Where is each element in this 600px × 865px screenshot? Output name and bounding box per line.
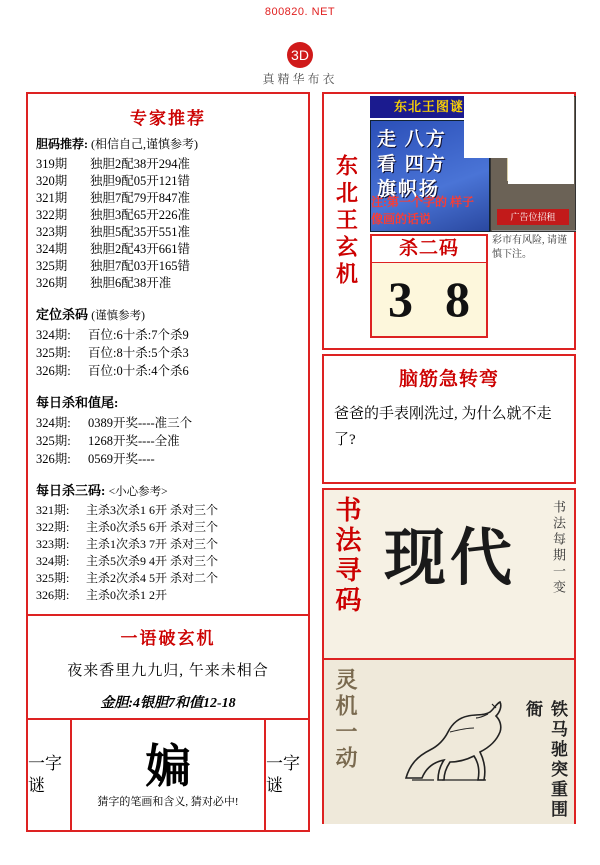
xuanji-gold: 金胆:4银胆7和值12-18 [100, 696, 236, 711]
row-text: 百位:6十杀:7个杀9 [88, 328, 189, 342]
list-item [36, 173, 300, 190]
riddle-note: 猜字的笔画和含义, 猜对必中! [97, 796, 239, 808]
row-period: 324期 [36, 242, 68, 256]
row-text: 独胆2配43开661错 [90, 242, 191, 256]
row-text: 0389开奖----准三个 [88, 416, 193, 430]
row-period: 324期: [36, 416, 71, 430]
row-period: 326期: [36, 364, 71, 378]
list-item [36, 156, 300, 173]
row-text: 主杀1次杀3 7开 杀对三个 [86, 537, 219, 551]
calligraphy-characters: 现代 [384, 525, 517, 593]
masthead-logo [0, 42, 600, 87]
row-text: 独胆6配38开准 [90, 276, 172, 290]
row-text: 主杀0次杀1 2开 [86, 588, 168, 602]
expert-subline [36, 135, 300, 152]
digit-1: 3 [388, 271, 413, 327]
digit-2: 8 [445, 271, 470, 327]
row-period: 322期 [36, 208, 68, 222]
three-rows [36, 502, 300, 604]
xuanji-block [36, 624, 300, 712]
row-text: 主杀5次杀9 4开 杀对三个 [86, 554, 219, 568]
row-text: 独胆7配79开847准 [90, 191, 191, 205]
list-item [36, 362, 300, 380]
row-text: 0569开奖---- [88, 452, 155, 466]
kill-note: (谨慎参考) [91, 310, 145, 322]
dongbeiwang-vertical-title [324, 94, 368, 348]
masthead-caption: 真精华布衣 [262, 72, 338, 86]
daily-rows [36, 414, 300, 468]
list-item [36, 450, 300, 468]
brain-teaser-block [322, 354, 576, 484]
list-item [36, 587, 300, 604]
row-period: 322期: [36, 520, 70, 534]
calligraphy-left-title: 书法寻码 [332, 496, 361, 616]
row-text: 百位:8十杀:5个杀3 [88, 346, 189, 360]
list-item [36, 326, 300, 344]
xuanji-poem: 夜来香里九九归, 午来未相合 [67, 663, 269, 679]
row-text: 百位:0十杀:4个杀6 [88, 364, 189, 378]
row-text: 主杀0次杀5 6开 杀对三个 [86, 520, 219, 534]
row-period: 326期: [36, 588, 70, 602]
daily-title: 每日杀和值尾: [36, 395, 119, 410]
list-item [36, 432, 300, 450]
kill-two-codes-box [370, 234, 488, 338]
row-period: 323期 [36, 225, 68, 239]
row-period: 319期 [36, 157, 68, 171]
list-item [36, 190, 300, 207]
right-panel [322, 92, 576, 832]
risk-warning: 彩市有风险, 请谨慎下注。 [492, 235, 567, 260]
list-item [36, 344, 300, 362]
list-item [36, 258, 300, 275]
row-text: 独胆9配05开121错 [90, 174, 191, 188]
row-text: 主杀2次杀4 5开 杀对二个 [86, 571, 219, 585]
row-period: 326期: [36, 452, 71, 466]
kill-two-header [372, 236, 486, 263]
kill-two-digits [372, 263, 486, 335]
ad-slot-label: 广告位招租 [497, 209, 569, 225]
row-text: 1268开奖----全准 [88, 434, 180, 448]
xuanji-title: 一语破玄机 [120, 629, 216, 648]
row-text: 独胆5配35开551准 [90, 225, 191, 239]
expert-sub-note: (相信自己,谨慎参考) [91, 137, 198, 151]
list-item [36, 207, 300, 224]
dongbeiwang-block [322, 92, 576, 350]
poster-line-2: 看 四方 [377, 154, 447, 175]
expert-sub-label: 胆码推荐: [36, 137, 88, 151]
divider [28, 614, 308, 616]
lottery-ball-icon: 3D [287, 42, 313, 68]
kill-title: 定位杀码 [36, 307, 89, 322]
site-watermark: 800820. NET [264, 6, 336, 18]
row-period: 320期 [36, 174, 68, 188]
expert-title: 专家推荐 [130, 109, 206, 128]
vertical-title-text: 东北王玄机 [333, 153, 359, 289]
calligraphy-right-title: 书法每期一变 [551, 500, 566, 596]
left-panel [26, 92, 310, 832]
riddle-left-label: 一字谜 [28, 754, 62, 795]
expert-rows [36, 156, 300, 292]
three-header [36, 480, 300, 499]
list-item [36, 536, 300, 553]
poster-line-1: 走 八方 [377, 129, 447, 150]
row-period: 325期: [36, 571, 70, 585]
row-text: 主杀3次杀1 6开 杀对三个 [86, 503, 219, 517]
kill-header [36, 304, 300, 323]
brain-teaser-question: 爸爸的手表刚洗过, 为什么就不走了? [334, 406, 552, 448]
row-period: 325期: [36, 346, 71, 360]
riddle-center [70, 720, 266, 830]
kill-block [36, 304, 300, 380]
kill-rows [36, 326, 300, 380]
row-period: 321期 [36, 191, 68, 205]
calligraphy-block [322, 488, 576, 824]
poster-red-note: 注:第一个字的 样子像画的话说 [371, 195, 474, 226]
list-item [36, 570, 300, 587]
poster-line-3: 旗帜扬 [377, 179, 441, 200]
list-item [36, 224, 300, 241]
row-text: 独胆2配38开294准 [90, 157, 191, 171]
row-period: 325期: [36, 434, 71, 448]
list-item [36, 241, 300, 258]
poster-body [26, 92, 576, 832]
dongbeiwang-content [368, 94, 574, 348]
dongbeiwang-banner: 东北王图谜 [370, 96, 488, 118]
row-text: 独胆3配65开226准 [90, 208, 191, 222]
row-period: 326期 [36, 276, 68, 290]
white-overlay-2 [508, 146, 574, 184]
calligraphy-bot-left-title: 灵机一动 [333, 668, 358, 772]
row-period: 324期: [36, 328, 71, 342]
three-title: 每日杀三码: [36, 483, 106, 498]
list-item [36, 414, 300, 432]
three-note: <小心参考> [108, 486, 168, 498]
brain-teaser-title: 脑筋急转弯 [398, 369, 499, 390]
three-block [36, 480, 300, 604]
kill-two-title: 杀二码 [398, 238, 459, 259]
row-period: 325期 [36, 259, 68, 273]
divider [492, 230, 576, 231]
horse-illustration-icon [388, 686, 518, 806]
calligraphy-bot-right-title: 铁马驰突重围衙 [523, 700, 567, 820]
row-period: 321期: [36, 503, 70, 517]
list-item [36, 553, 300, 570]
blue-poster-lines [377, 127, 447, 202]
row-period: 323期: [36, 537, 70, 551]
calligraphy-top [324, 490, 574, 660]
daily-block [36, 392, 300, 468]
word-riddle-block [28, 718, 308, 830]
list-item [36, 275, 300, 292]
list-item [36, 519, 300, 536]
list-item [36, 502, 300, 519]
riddle-character: 媥 [145, 741, 191, 792]
row-period: 324期: [36, 554, 70, 568]
row-text: 独胆7配03开165错 [90, 259, 191, 273]
riddle-right-label: 一字谜 [266, 754, 300, 795]
calligraphy-bottom [324, 660, 574, 824]
